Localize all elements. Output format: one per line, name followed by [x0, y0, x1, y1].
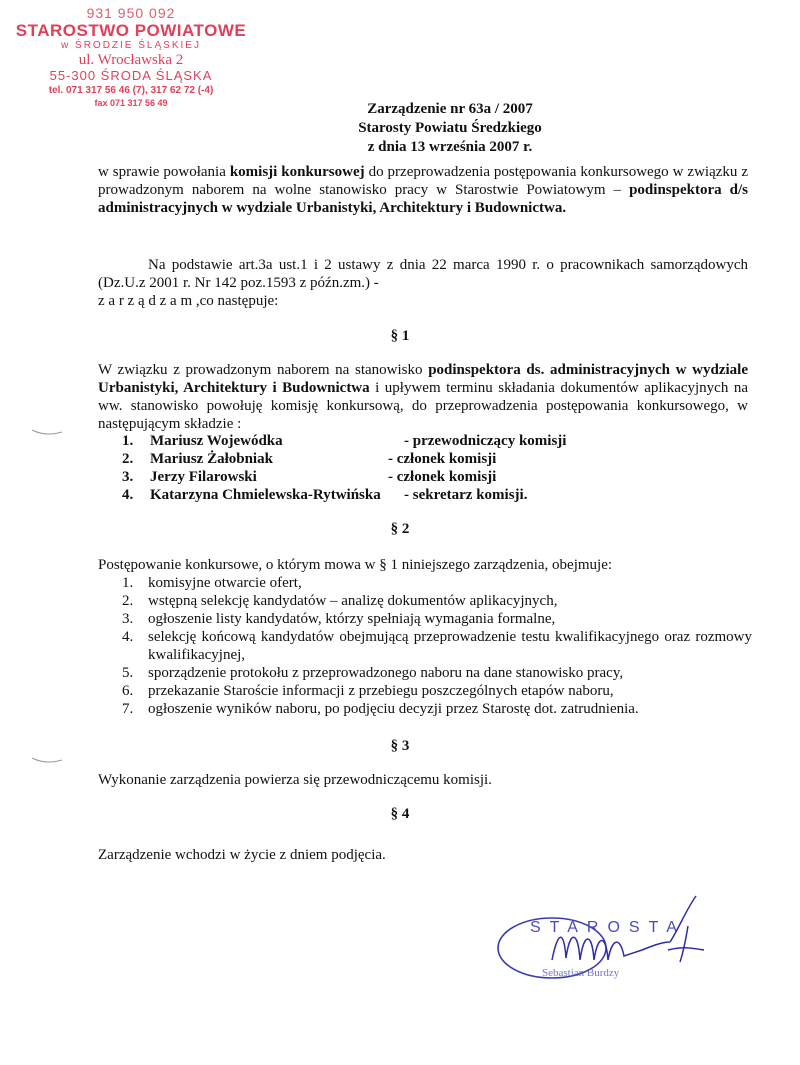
- stamp-street: ul. Wrocławska 2: [78, 52, 184, 68]
- stamp-city: 55-300 ŚRODA ŚLĄSKA: [49, 68, 213, 83]
- header-date: z dnia 13 września 2007 r.: [367, 139, 533, 155]
- step-number: 5.: [122, 665, 134, 681]
- scan-artifact-mark: [30, 428, 64, 436]
- member-number: 2.: [122, 451, 134, 467]
- stamp-location: w ŚRODZIE ŚLĄSKIEJ: [61, 40, 201, 51]
- stamp-fax: fax 071 317 56 49: [94, 98, 168, 108]
- section-1-bold: podinspektora ds. administracyjnych w wydziale Urbanistyki, Architektury i Budownictwa: [98, 362, 748, 396]
- section-1-paragraph: [98, 361, 748, 433]
- member-role: - członek komisji: [388, 451, 497, 467]
- member-name: Jerzy Filarowski: [150, 469, 257, 485]
- stamp-number: 931 950 092: [86, 5, 176, 21]
- step-text: sporządzenie protokołu z przeprowadzonego naboru na dane stanowisko pracy,: [148, 665, 624, 681]
- member-row: [122, 432, 642, 450]
- list-item: [122, 592, 752, 610]
- step-text: selekcję końcową kandydatów obejmującą przeprowadzenie testu kwalifikacyjnego oraz rozmowy kwalifikacyjnej,: [148, 629, 752, 663]
- step-number: 4.: [122, 629, 134, 645]
- member-row: [122, 468, 642, 486]
- starosta-signature: [492, 890, 722, 1000]
- stamp-telephone: tel. 071 317 56 46 (7), 317 62 72 (-4): [48, 85, 214, 96]
- step-number: 7.: [122, 701, 134, 717]
- commission-members-list: [122, 432, 642, 504]
- document-header: [300, 100, 600, 157]
- step-text: komisyjne otwarcie ofert,: [148, 575, 302, 591]
- subject-paragraph: [98, 163, 748, 217]
- procedure-steps-list: [122, 574, 752, 718]
- step-number: 3.: [122, 611, 134, 627]
- subject-bold-2: podinspektora d/s administracyjnych w wydziale Urbanistyki, Architektury i Budownictwa.: [98, 182, 749, 216]
- step-text: przekazanie Staroście informacji z przebiegu poszczególnych etapów naboru,: [148, 683, 614, 699]
- section-1-heading: § 1: [390, 328, 410, 344]
- list-item: [122, 682, 752, 700]
- header-title: Zarządzenie nr 63a / 2007: [367, 101, 533, 117]
- step-text: ogłoszenie wyników naboru, po podjęciu decyzji przez Starostę dot. zatrudnienia.: [148, 701, 639, 717]
- section-2-intro: Postępowanie konkursowe, o którym mowa w § 1 niniejszego zarządzenia, obejmuje:: [98, 557, 613, 573]
- list-item: [122, 664, 752, 682]
- section-3-text: Wykonanie zarządzenia powierza się przewodniczącemu komisji.: [98, 772, 492, 788]
- member-row: [122, 486, 642, 504]
- step-text: wstępną selekcję kandydatów – analizę dokumentów aplikacyjnych,: [148, 593, 558, 609]
- section-4-heading: § 4: [390, 806, 410, 822]
- member-name: Katarzyna Chmielewska-Rytwińska: [150, 487, 381, 503]
- section-4-text: Zarządzenie wchodzi w życie z dniem podjęcia.: [98, 847, 386, 863]
- step-number: 6.: [122, 683, 134, 699]
- member-role: - sekretarz komisji.: [404, 487, 528, 503]
- member-name: Mariusz Żałobniak: [150, 451, 273, 467]
- signature-stamp-title: STAROSTA: [530, 919, 686, 936]
- list-item: [122, 700, 752, 718]
- signature-stamp-name: Sebastian Burdzy: [542, 967, 620, 979]
- section-1-text-1: W związku z prowadzonym naborem na stanowisko: [98, 362, 429, 378]
- decree-line: z a r z ą d z a m ,co następuje:: [98, 293, 279, 309]
- list-item: [122, 574, 752, 592]
- section-2-heading: § 2: [390, 521, 410, 537]
- member-row: [122, 450, 642, 468]
- step-number: 1.: [122, 575, 134, 591]
- member-role: - przewodniczący komisji: [404, 433, 567, 449]
- step-number: 2.: [122, 593, 134, 609]
- list-item: [122, 628, 752, 664]
- subject-text-1: w sprawie powołania: [98, 164, 230, 180]
- stamp-office-name: STAROSTWO POWIATOWE: [15, 21, 247, 40]
- section-1-text-2: i upływem terminu składania dokumentów aplikacyjnych na ww. stanowisko powołuję komisję konkursową, do przeprowadzenia postępowania konkursowego, w następującym składzie :: [98, 380, 748, 432]
- list-item: [122, 610, 752, 628]
- member-number: 3.: [122, 469, 134, 485]
- scan-artifact-mark: [30, 756, 64, 764]
- member-name: Mariusz Wojewódka: [150, 433, 283, 449]
- subject-text-2: do przeprowadzenia postępowania konkursowego w związku z prowadzonym naborem na wolne stanowisko pracy w Starostwie Powiatowym –: [98, 164, 749, 198]
- member-number: 4.: [122, 487, 134, 503]
- section-3-heading: § 3: [390, 738, 410, 754]
- step-text: ogłoszenie listy kandydatów, którzy spełniają wymagania formalne,: [148, 611, 556, 627]
- subject-bold-1: komisji konkursowej: [229, 164, 365, 180]
- member-role: - członek komisji: [388, 469, 497, 485]
- legal-basis-paragraph: Na podstawie art.3a ust.1 i 2 ustawy z dnia 22 marca 1990 r. o pracownikach samorządowych (Dz.U.z 2001 r. Nr 142 poz.1593 z późn.zm.) -: [98, 257, 748, 291]
- header-issuer: Starosty Powiatu Średzkiego: [358, 120, 542, 136]
- member-number: 1.: [122, 433, 134, 449]
- office-stamp: [6, 6, 256, 109]
